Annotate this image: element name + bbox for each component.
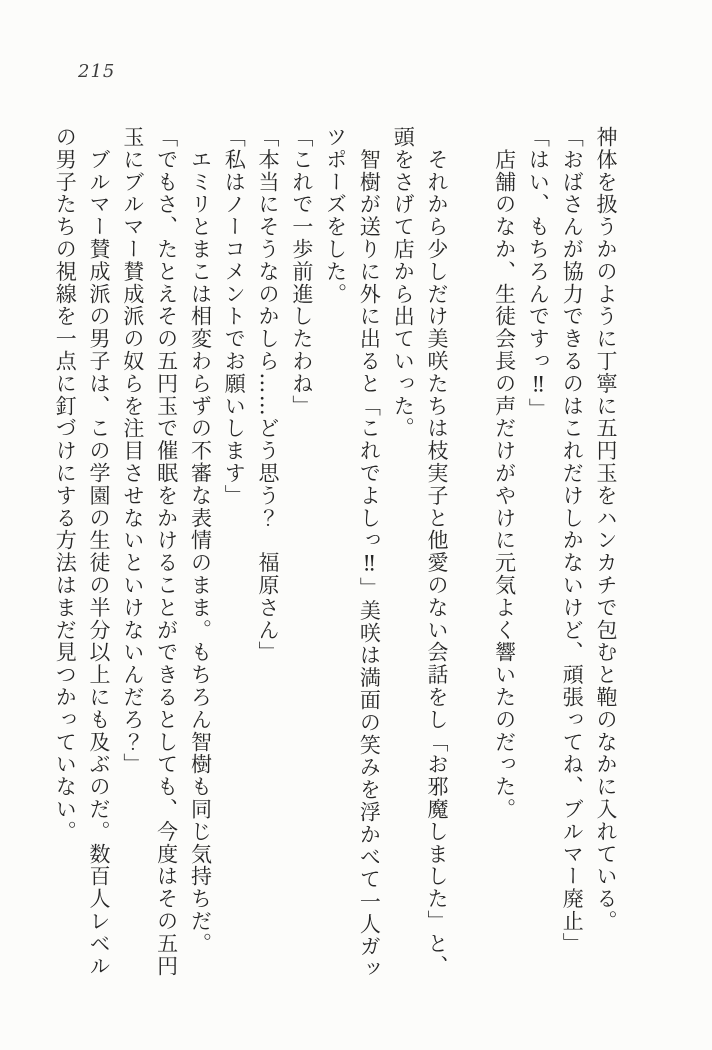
text-line: エミリとまこは相変わらずの不審な表情のまま。もちろん智樹も同じ気持ちだ。 [188,126,213,955]
text-line: 玉にブルマー賛成派の奴らを注目させないといけないんだろ？」 [120,126,145,776]
text-line: 「でもさ、たとえその五円玉で催眠をかけることができるとしても、今度はその五円 [154,126,179,978]
text-line: 「はい、もちろんですっ‼」 [526,126,551,421]
text-line: 神体を扱うかのように丁寧に五円玉をハンカチで包むと鞄のなかに入れている。 [594,126,618,933]
text-line: 「これで一歩前進したわね」 [289,126,314,418]
text-line: 智樹が送りに外に出ると「これでよしっ‼」美咲は満面の笑みを浮かべて一人ガッ [357,126,382,981]
text-line-blank [453,126,487,988]
text-line: の男子たちの視線を一点に釘づけにする方法はまだ見つかっていない。 [53,126,78,843]
text-line: ツポーズをした。 [323,126,348,306]
text-line: 頭をさげて店から出ていった。 [391,126,416,440]
text-line: ブルマー賛成派の男子は、この学園の生徒の半分以上にも及ぶのだ。数百人レベル [87,126,112,978]
text-line: それから少しだけ美咲たちは枝実子と他愛のない会話をし「お邪魔しました」と、 [425,126,450,978]
body-text [47,126,622,998]
page-number: 215 [78,61,116,82]
text-line: 店舗のなか、生徒会長の声だけがやけに元気よく響いたのだった。 [492,126,517,821]
text-line: 「本当にそうなのかしら……どう思う？ 福原さん」 [256,126,281,664]
text-line: 「おばさんが協力できるのはこれだけしかないけど、頑張ってね、ブルマー廃止」 [560,126,585,955]
text-line: 「私はノーコメントでお願いします」 [222,126,247,507]
